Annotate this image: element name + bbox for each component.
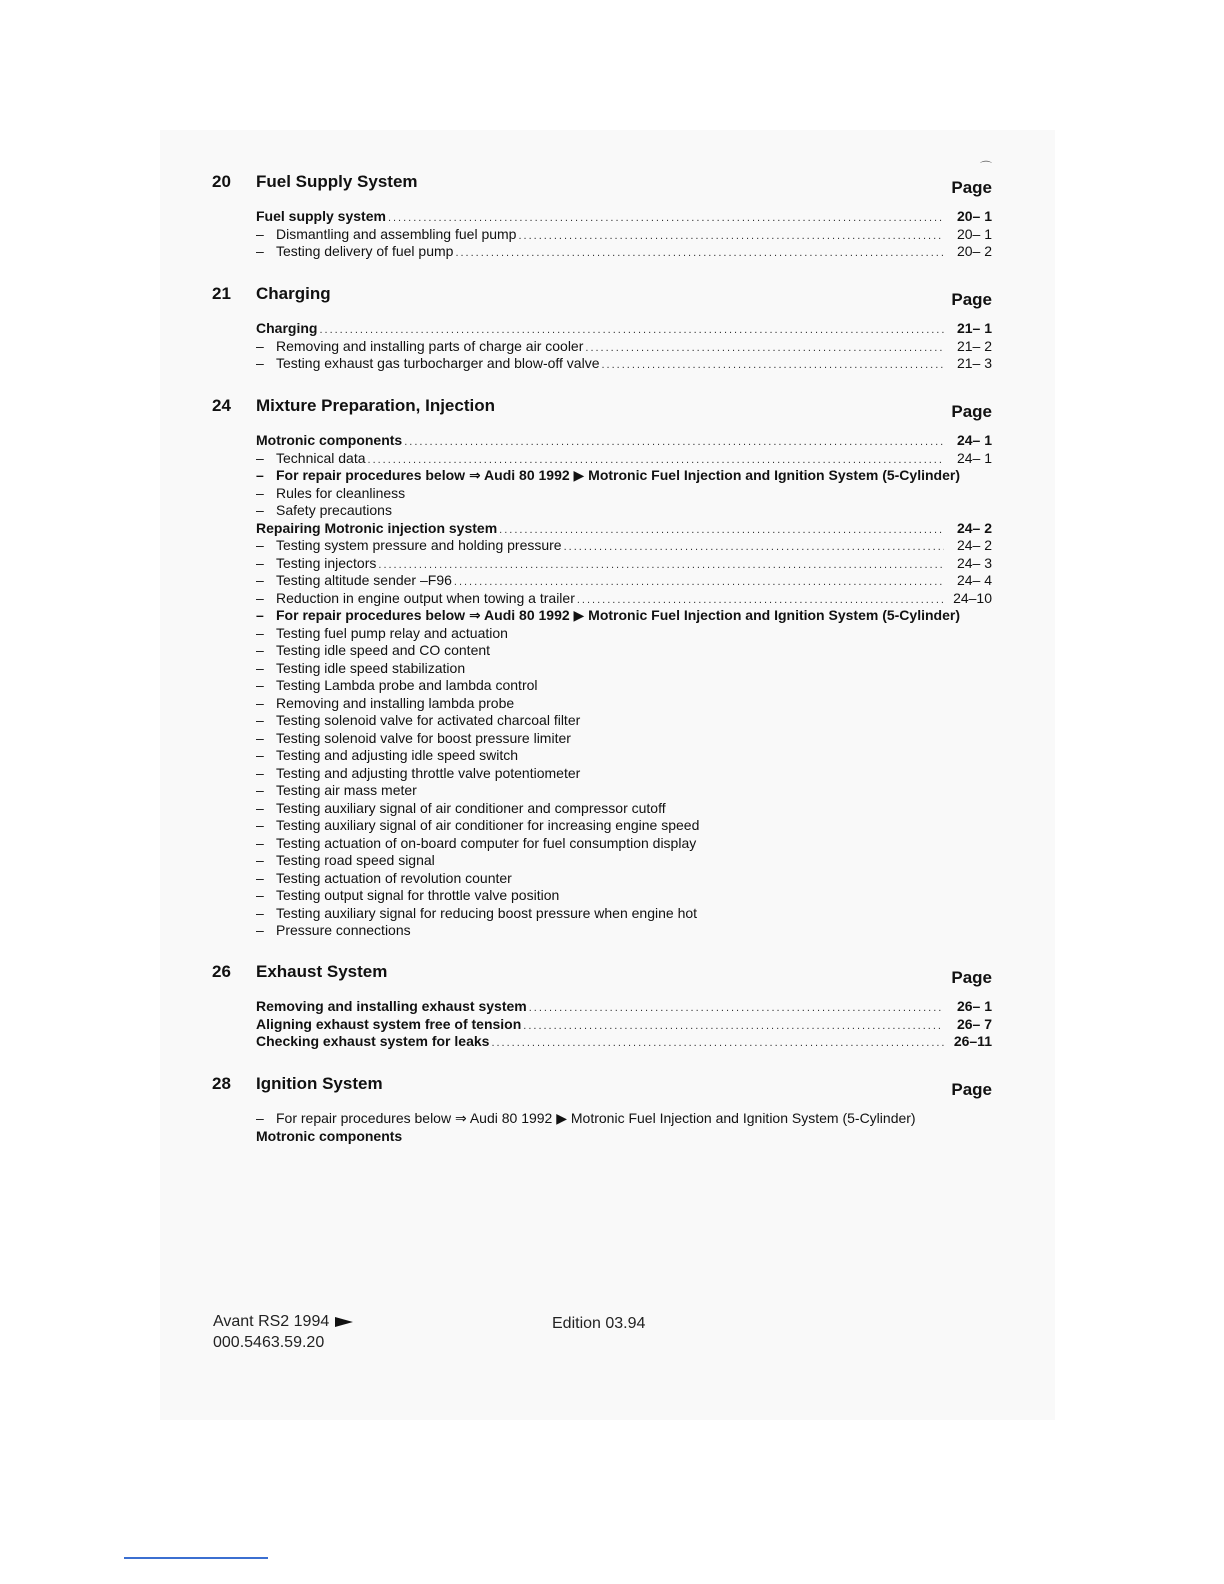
toc-entry-label: For repair procedures below ⇒ Audi 80 1992 ▶ Motronic Fuel Injection and Ignition System (5-Cylinder): [276, 1110, 916, 1126]
toc-entry-text: [256, 1110, 916, 1128]
corner-mark: ⌒: [980, 160, 993, 174]
dash-bullet: –: [256, 869, 264, 886]
toc-entry-label: Aligning exhaust system free of tension: [256, 1015, 522, 1032]
toc-entry: [256, 835, 992, 853]
dash-bullet: –: [256, 572, 264, 588]
arrow-right-icon: [335, 1317, 353, 1327]
toc-entry-page: 21– 3: [956, 355, 992, 371]
toc-entry: [256, 572, 992, 590]
section-21: [212, 284, 992, 373]
toc-entry-page: 24– 4: [956, 572, 992, 588]
dash-bullet: –: [256, 642, 264, 658]
toc-entry: [256, 782, 992, 800]
toc-entry-text: [256, 765, 580, 783]
dot-leader: [455, 245, 944, 263]
dash-bullet: –: [256, 484, 264, 501]
toc-entry-text: [256, 432, 402, 450]
toc-entry-text: [256, 520, 497, 538]
toc-entry-page: 26– 1: [956, 998, 992, 1014]
toc-entry: [256, 1128, 992, 1146]
dot-leader: [404, 434, 944, 452]
toc-entry-text: [256, 572, 452, 590]
toc-entry-label: Technical data: [276, 449, 366, 466]
section-number: 28: [212, 1074, 231, 1093]
toc-entry-text: [256, 660, 465, 678]
page-column-label: Page: [951, 1080, 992, 1099]
toc-entry: [256, 1110, 992, 1128]
section-number: 24: [212, 396, 231, 415]
section-title: Exhaust System: [256, 962, 388, 981]
page-column-label: Page: [951, 178, 992, 197]
toc-entry-label: Removing and installing parts of charge air cooler: [276, 337, 584, 354]
dash-bullet: –: [256, 225, 264, 242]
section-24: [212, 396, 992, 940]
dash-bullet: –: [256, 747, 264, 763]
toc-entry-text: [256, 502, 392, 520]
toc-entry: [256, 432, 992, 450]
dash-bullet: –: [256, 729, 264, 746]
toc-entry-label: Testing actuation of revolution counter: [276, 869, 512, 886]
toc-entries: [256, 998, 992, 1051]
footer-model: [213, 1313, 353, 1331]
section-number: 20: [212, 172, 231, 191]
toc-entry: [256, 730, 992, 748]
toc-entry-label: Testing output signal for throttle valve position: [276, 887, 560, 903]
section-28: [212, 1074, 992, 1145]
toc-entry: [256, 537, 992, 555]
toc-entry: [256, 747, 992, 765]
toc-entry-text: [256, 905, 697, 923]
link-underline: [124, 1557, 268, 1559]
toc-entry-page: 26–11: [953, 1033, 992, 1049]
toc-entry-label: Removing and installing lambda probe: [276, 694, 515, 711]
toc-entry-label: Testing auxiliary signal of air conditioner for increasing engine speed: [276, 817, 700, 833]
toc-entry: [256, 1033, 992, 1051]
toc-entry: [256, 817, 992, 835]
toc-entry-label: Testing altitude sender –F96: [276, 572, 452, 588]
toc-entry-text: [256, 642, 490, 660]
dash-bullet: –: [256, 624, 264, 641]
toc-entry-text: [256, 800, 666, 818]
toc-entry-page: 20– 1: [956, 225, 992, 242]
toc-entry-label: For repair procedures below ⇒ Audi 80 1992 ▶ Motronic Fuel Injection and Ignition System (5-Cylinder): [276, 467, 960, 483]
toc-entry-label: Testing and adjusting throttle valve potentiometer: [276, 764, 581, 781]
toc-entry: [256, 208, 992, 226]
toc-entry-text: [256, 922, 411, 940]
toc-entry-label: Testing idle speed and CO content: [276, 642, 491, 658]
toc-entry-label: Testing system pressure and holding pressure: [276, 537, 562, 553]
toc-entry-text: [256, 730, 571, 748]
dash-bullet: –: [256, 355, 264, 371]
toc-entry-label: Testing solenoid valve for activated charcoal filter: [276, 712, 581, 728]
dash-bullet: –: [256, 764, 264, 781]
model-label: Avant RS2 1994: [213, 1313, 330, 1330]
page-column-label: Page: [951, 402, 992, 421]
toc-entry: [256, 765, 992, 783]
footer-part-number: 000.5463.59.20: [213, 1334, 325, 1351]
toc-entry: [256, 467, 992, 485]
toc-entry-page: 24– 1: [956, 449, 992, 466]
toc-entry-label: Checking exhaust system for leaks: [256, 1033, 490, 1049]
dash-bullet: –: [256, 502, 264, 518]
dash-bullet: –: [256, 712, 264, 728]
toc-entry-label: Testing auxiliary signal for reducing boost pressure when engine hot: [276, 904, 698, 921]
toc-entry-label: Testing delivery of fuel pump: [276, 243, 454, 259]
toc-entry-label: For repair procedures below ⇒ Audi 80 1992 ▶ Motronic Fuel Injection and Ignition System (5-Cylinder): [276, 607, 960, 623]
toc-entry: [256, 887, 992, 905]
toc-entry-text: [256, 747, 518, 765]
dash-bullet: –: [256, 1110, 264, 1126]
dash-bullet: –: [256, 834, 264, 851]
toc-entry-label: Testing injectors: [276, 554, 377, 571]
dash-bullet: –: [256, 782, 264, 798]
dash-bullet: –: [256, 589, 264, 606]
toc-entry: [256, 905, 992, 923]
toc-entries: [256, 320, 992, 373]
toc-entry: [256, 485, 992, 503]
section-title: Mixture Preparation, Injection: [256, 396, 495, 415]
toc-entry-text: [256, 782, 417, 800]
dash-bullet: –: [256, 694, 264, 711]
toc-entry-page: 20– 2: [956, 243, 992, 259]
toc-entry: [256, 852, 992, 870]
toc-entry: [256, 590, 992, 608]
dash-bullet: –: [256, 677, 264, 693]
toc-entry-label: Testing air mass meter: [276, 782, 417, 798]
section-number: 26: [212, 962, 231, 981]
dash-bullet: –: [256, 337, 264, 354]
toc-entry-label: Charging: [256, 320, 318, 336]
toc-entries: [256, 208, 992, 261]
toc-entry-text: [256, 852, 435, 870]
toc-entry-text: [256, 338, 583, 356]
toc-entry-text: [256, 537, 562, 555]
toc-entries: [256, 1110, 992, 1145]
toc-entry-label: Repairing Motronic injection system: [256, 519, 498, 536]
toc-entry: [256, 1016, 992, 1034]
dot-leader: [523, 1018, 944, 1036]
toc-entry-label: Testing actuation of on-board computer for fuel consumption display: [276, 834, 697, 851]
toc-entry: [256, 922, 992, 940]
dot-leader: [529, 1000, 944, 1018]
toc-entry-label: Testing solenoid valve for boost pressure limiter: [276, 729, 571, 746]
toc-entry-label: Motronic components: [256, 1127, 403, 1144]
dash-bullet: –: [256, 607, 264, 623]
toc-entry-label: Removing and installing exhaust system: [256, 998, 527, 1014]
dash-bullet: –: [256, 554, 264, 571]
dot-leader: [564, 539, 944, 557]
dash-bullet: –: [256, 537, 264, 553]
toc-entry: [256, 642, 992, 660]
toc-entry-text: [256, 208, 386, 226]
toc-entry-text: [256, 998, 527, 1016]
toc-entry: [256, 660, 992, 678]
toc-entry-label: Motronic components: [256, 432, 403, 448]
toc-entry: [256, 338, 992, 356]
page-column-label: Page: [951, 290, 992, 309]
toc-entry: [256, 520, 992, 538]
toc-entry: [256, 607, 992, 625]
toc-entry: [256, 243, 992, 261]
toc-entry-text: [256, 355, 600, 373]
section-title: Ignition System: [256, 1074, 383, 1093]
toc-entry-text: [256, 712, 580, 730]
dash-bullet: –: [256, 243, 264, 259]
toc-entry-text: [256, 320, 317, 338]
section-26: [212, 962, 992, 1051]
section-number: 21: [212, 284, 231, 303]
toc-entry: [256, 355, 992, 373]
toc-entry-text: [256, 1033, 489, 1051]
toc-entry-text: [256, 1016, 521, 1034]
toc-entry: [256, 800, 992, 818]
page-column-label: Page: [951, 968, 992, 987]
toc-entry-page: 20– 1: [956, 208, 992, 224]
dot-leader: [585, 340, 944, 358]
section-20: [212, 172, 992, 261]
toc-entry: [256, 695, 992, 713]
toc-entry-text: [256, 887, 559, 905]
toc-entry: [256, 450, 992, 468]
toc-entry: [256, 226, 992, 244]
toc-entry-page: 21– 1: [956, 320, 992, 336]
toc-entry-page: 24– 2: [956, 537, 992, 553]
toc-entry-page: 26– 7: [956, 1015, 992, 1032]
toc-entry: [256, 998, 992, 1016]
dot-leader: [518, 228, 944, 246]
dash-bullet: –: [256, 449, 264, 466]
toc-entry-page: 24– 1: [956, 432, 992, 448]
toc-entry-text: [256, 695, 514, 713]
toc-entry: [256, 625, 992, 643]
toc-entry: [256, 712, 992, 730]
toc-entry: [256, 320, 992, 338]
dot-leader: [602, 357, 945, 375]
toc-entry-label: Rules for cleanliness: [276, 484, 406, 501]
toc-entry-text: [256, 450, 366, 468]
dash-bullet: –: [256, 659, 264, 676]
dash-bullet: –: [256, 799, 264, 816]
toc-entry: [256, 677, 992, 695]
toc-entry-page: 21– 2: [956, 337, 992, 354]
dot-leader: [491, 1035, 944, 1053]
toc-entry: [256, 502, 992, 520]
toc-entry-text: [256, 226, 516, 244]
toc-entry-text: [256, 817, 699, 835]
toc-entry-label: Fuel supply system: [256, 208, 386, 224]
toc-entry-label: Testing idle speed stabilization: [276, 659, 466, 676]
dot-leader: [499, 522, 944, 540]
section-title: Charging: [256, 284, 331, 303]
toc-entry-label: Safety precautions: [276, 502, 392, 518]
dash-bullet: –: [256, 904, 264, 921]
toc-entry-page: 24–10: [953, 589, 992, 606]
toc-entry-label: Dismantling and assembling fuel pump: [276, 225, 517, 242]
toc-entry-page: 24– 2: [956, 519, 992, 536]
toc-entry-text: [256, 590, 575, 608]
toc-entry-label: Testing road speed signal: [276, 852, 435, 868]
toc-entry-text: [256, 870, 512, 888]
toc-entries: [256, 432, 992, 940]
dash-bullet: –: [256, 817, 264, 833]
dash-bullet: –: [256, 467, 264, 483]
toc-entry-text: [256, 555, 376, 573]
toc-entry-label: Testing auxiliary signal of air conditioner and compressor cutoff: [276, 799, 666, 816]
toc-entry-text: [256, 677, 538, 695]
toc-entry-page: 24– 3: [956, 554, 992, 571]
dash-bullet: –: [256, 852, 264, 868]
toc-entry-label: Testing and adjusting idle speed switch: [276, 747, 519, 763]
section-title: Fuel Supply System: [256, 172, 418, 191]
toc-entry: [256, 870, 992, 888]
dash-bullet: –: [256, 922, 264, 938]
toc-entry-text: [256, 485, 405, 503]
toc-entry-text: [256, 1128, 402, 1146]
toc-entry-label: Reduction in engine output when towing a trailer: [276, 589, 575, 606]
toc-entry-text: [256, 607, 960, 625]
toc-entry-label: Testing exhaust gas turbocharger and blow-off valve: [276, 355, 600, 371]
toc-entry-text: [256, 835, 696, 853]
toc-entry-text: [256, 625, 508, 643]
toc-entry-label: Testing Lambda probe and lambda control: [276, 677, 538, 693]
toc-entry-text: [256, 243, 453, 261]
dash-bullet: –: [256, 887, 264, 903]
toc-entry: [256, 555, 992, 573]
toc-entry-label: Pressure connections: [276, 922, 411, 938]
footer-edition: Edition 03.94: [552, 1315, 646, 1332]
toc-entry-text: [256, 467, 960, 485]
dot-leader: [378, 557, 944, 575]
toc-entry-label: Testing fuel pump relay and actuation: [276, 624, 508, 641]
